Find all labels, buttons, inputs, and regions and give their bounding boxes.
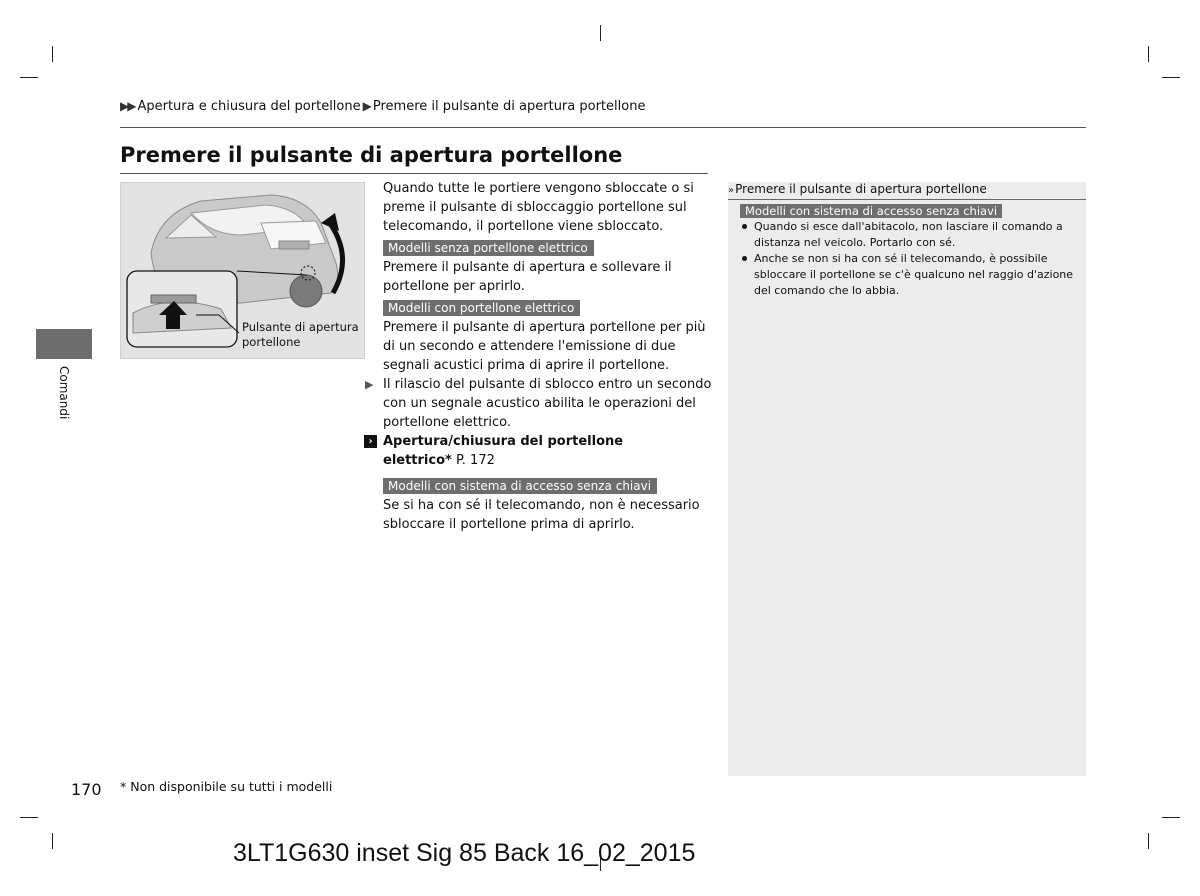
model-tag-keyless: Modelli con sistema di accesso senza chiavi <box>383 478 657 494</box>
xref-line2: elettrico <box>383 453 446 468</box>
breadcrumb-current: Premere il pulsante di apertura portellone <box>372 99 646 114</box>
footnote: * Non disponibile su tutti i modelli <box>120 779 333 794</box>
crop-mark <box>1162 77 1180 78</box>
no-power-paragraph: Premere il pulsante di apertura e sollevare il portellone per aprirlo. <box>383 260 672 294</box>
print-slug: 3LT1G630 inset Sig 85 Back 16_02_2015 <box>233 839 696 867</box>
caption-line: portellone <box>242 335 301 349</box>
cross-reference[interactable] <box>368 432 713 470</box>
crop-mark <box>52 833 53 849</box>
page-number: 170 <box>71 780 102 799</box>
caption-line: Pulsante di apertura <box>242 320 359 334</box>
breadcrumb <box>120 99 645 114</box>
side-panel-bullets <box>740 219 1075 299</box>
xref-page: P. 172 <box>451 453 495 468</box>
main-text-column <box>365 179 713 534</box>
crop-mark <box>52 46 53 62</box>
power-paragraph: Premere il pulsante di apertura portellone per più di un secondo e attendere l'emissione di due segnali acustici prima di aprire il portellone. <box>383 320 706 373</box>
model-tag-power: Modelli con portellone elettrico <box>383 300 580 316</box>
double-chevron-icon: » <box>728 185 732 196</box>
crop-mark <box>1162 817 1180 818</box>
crop-mark <box>600 25 601 41</box>
keyless-paragraph: Se si ha con sé il telecomando, non è necessario sbloccare il portellone prima di aprirlo. <box>383 498 700 532</box>
header-rule <box>120 127 1086 128</box>
bullet-text: Anche se non si ha con sé il telecomando, è possibile sbloccare il portellone se c'è qualcuno nel raggio d'azione del comando che lo abbia. <box>754 252 1074 297</box>
side-panel-rule <box>728 199 1086 200</box>
note-text: Il rilascio del pulsante di sblocco entro un secondo con un segnale acustico abilita le operazioni del portellone elettrico. <box>383 377 712 430</box>
crop-mark <box>20 77 38 78</box>
double-triangle-icon: ▶▶ <box>120 99 135 113</box>
title-rule <box>120 173 708 174</box>
bullet-icon <box>742 256 747 261</box>
arrow-link-icon: › <box>364 435 377 448</box>
note-paragraph <box>365 375 713 432</box>
crop-mark <box>20 817 38 818</box>
side-panel-model-tag: Modelli con sistema di accesso senza chiavi <box>740 204 1002 218</box>
figure-caption <box>242 320 359 350</box>
bullet-icon <box>742 224 747 229</box>
intro-paragraph: Quando tutte le portiere vengono sbloccate o si preme il pulsante di sbloccaggio portellone sul telecomando, il portellone viene sbloccato. <box>383 181 694 234</box>
xref-star: * <box>445 453 452 468</box>
crop-mark <box>1148 833 1149 849</box>
chapter-tab-label: Comandi <box>57 366 71 420</box>
side-panel-header <box>728 182 987 196</box>
triangle-icon: ▶ <box>365 378 374 391</box>
crop-mark <box>1148 46 1149 62</box>
triangle-icon: ▶ <box>362 99 370 113</box>
side-panel-title: Premere il pulsante di apertura portellone <box>735 182 987 196</box>
xref-line1: Apertura/chiusura del portellone <box>383 434 624 449</box>
chapter-tab <box>36 329 92 359</box>
breadcrumb-parent: Apertura e chiusura del portellone <box>137 99 361 114</box>
bullet-item <box>740 251 1075 299</box>
bullet-item <box>740 219 1075 251</box>
section-title: Premere il pulsante di apertura portellone <box>120 143 623 167</box>
bullet-text: Quando si esce dall'abitacolo, non lasciare il comando a distanza nel veicolo. Portarlo con sé. <box>754 220 1063 249</box>
model-tag-no-power: Modelli senza portellone elettrico <box>383 240 594 256</box>
